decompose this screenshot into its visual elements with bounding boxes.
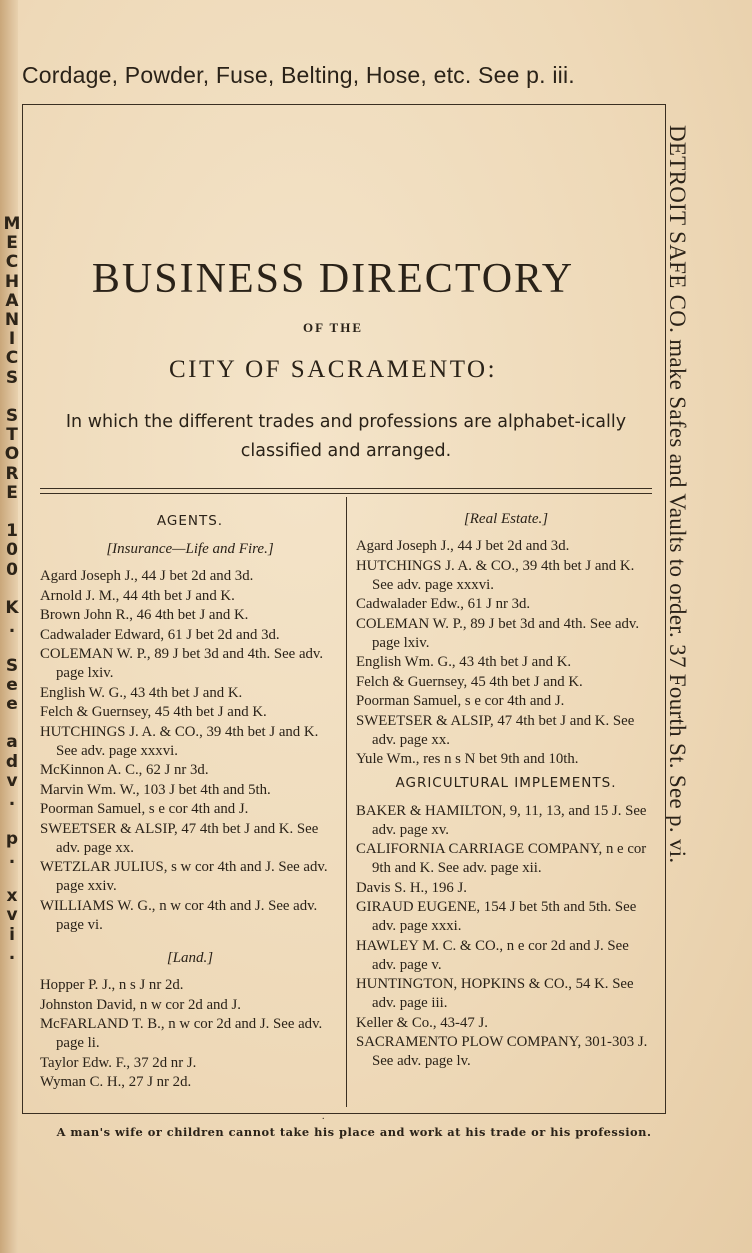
vertical-letter: . bbox=[8, 617, 16, 638]
directory-entry: Agard Joseph J., 44 J bet 2d and 3d. bbox=[356, 538, 570, 554]
vertical-letter: i bbox=[9, 924, 15, 945]
vertical-letter: p bbox=[5, 828, 19, 849]
directory-entry: Hopper P. J., n s J nr 2d. bbox=[40, 977, 184, 993]
directory-entry: Poorman Samuel, s e cor 4th and J. bbox=[40, 801, 249, 817]
directory-entry: Poorman Samuel, s e cor 4th and J. bbox=[356, 693, 565, 709]
directory-entry: English W. G., 43 4th bet J and K. bbox=[40, 684, 243, 701]
insurance-subheading: [Insurance—Life and Fire.] bbox=[106, 541, 274, 557]
insurance-list bbox=[40, 567, 340, 935]
directory-entry: BAKER & HAMILTON, 9, 11, 13, and 15 J. See adv. page xv. bbox=[356, 802, 647, 838]
vertical-letter: 1 bbox=[6, 521, 18, 542]
agricultural-heading: AGRICULTURAL IMPLEMENTS. bbox=[395, 774, 617, 791]
right-column bbox=[356, 510, 656, 1072]
agents-heading: AGENTS. bbox=[156, 513, 224, 529]
directory-entry: SWEETSER & ALSIP, 47 4th bet J and K. See adv. page xx. bbox=[356, 712, 635, 748]
directory-entry: Taylor Edw. F., 37 2d nr J. bbox=[40, 1054, 197, 1071]
vertical-letter: . bbox=[8, 847, 16, 868]
footer-motto: A man's wife or children cannot take his place and work at his trade or his profession. bbox=[56, 1125, 652, 1139]
directory-entry: Brown John R., 46 4th bet J and K. bbox=[40, 607, 249, 623]
title-of-the: OF THE bbox=[302, 320, 364, 335]
directory-entry: English Wm. G., 43 4th bet J and K. bbox=[356, 654, 572, 670]
directory-entry: Felch & Guernsey, 45 4th bet J and K. bbox=[356, 673, 583, 690]
column-divider bbox=[346, 497, 347, 1107]
double-rule-top bbox=[40, 488, 652, 489]
directory-entry: Marvin Wm. W., 103 J bet 4th and 5th. bbox=[40, 781, 271, 798]
directory-entry: Keller & Co., 43-47 J. bbox=[356, 1014, 488, 1031]
directory-entry: Agard Joseph J., 44 J bet 2d and 3d. bbox=[40, 568, 254, 584]
vertical-letter: a bbox=[6, 732, 18, 753]
directory-entry: COLEMAN W. P., 89 J bet 3d and 4th. See adv. page lxiv. bbox=[40, 646, 324, 681]
vertical-letter: 0 bbox=[6, 559, 18, 580]
vertical-letter: E bbox=[6, 233, 18, 254]
directory-entry: McKinnon A. C., 62 J nr 3d. bbox=[40, 762, 209, 778]
vertical-letter: N bbox=[4, 310, 20, 331]
vertical-letter: e bbox=[6, 694, 18, 715]
vertical-letter: S bbox=[5, 406, 19, 427]
directory-entry: HUNTINGTON, HOPKINS & CO., 54 K. See adv. page iii. bbox=[356, 976, 634, 1011]
directory-entry: HUTCHINGS J. A. & CO., 39 4th bet J and K. See adv. page xxxvi. bbox=[40, 723, 319, 759]
vertical-letter bbox=[0, 714, 24, 733]
right-vertical-advert: DETROIT SAFE CO. make Safes and Vaults to order. 37 Fourth St. See p. vi. bbox=[665, 125, 690, 864]
directory-entry: WILLIAMS W. G., n w cor 4th and J. See adv. page vi. bbox=[40, 897, 318, 933]
directory-entry: McFARLAND T. B., n w cor 2d and J. See adv. page li. bbox=[40, 1016, 323, 1051]
vertical-letter bbox=[0, 580, 24, 599]
vertical-letter: T bbox=[6, 425, 18, 446]
directory-description: In which the different trades and professions are alphabet-ically classified and arranged. bbox=[65, 412, 627, 461]
vertical-letter: S bbox=[5, 655, 19, 676]
vertical-letter: H bbox=[4, 271, 20, 292]
directory-entry: CALIFORNIA CARRIAGE COMPANY, n e cor 9th and K. See adv. page xii. bbox=[356, 841, 647, 876]
vertical-letter: d bbox=[5, 751, 19, 772]
vertical-letter: E bbox=[6, 482, 18, 503]
printer-mark: . bbox=[322, 1111, 325, 1122]
vertical-letter bbox=[0, 503, 24, 522]
vertical-letter: K bbox=[5, 598, 19, 619]
vertical-letter bbox=[0, 637, 24, 656]
directory-entry: Wyman C. H., 27 J nr 2d. bbox=[40, 1074, 192, 1090]
vertical-letter: R bbox=[5, 463, 19, 484]
directory-entry: Cadwalader Edw., 61 J nr 3d. bbox=[356, 596, 531, 612]
left-vertical-advert bbox=[0, 215, 24, 964]
vertical-letter: C bbox=[5, 348, 19, 369]
top-advert-banner: Cordage, Powder, Fuse, Belting, Hose, etc. See p. iii. bbox=[22, 62, 575, 88]
vertical-letter: C bbox=[5, 252, 19, 273]
real-estate-subheading: [Real Estate.] bbox=[463, 511, 549, 527]
vertical-letter: . bbox=[8, 790, 16, 811]
vertical-letter: x bbox=[6, 886, 18, 907]
real-estate-list bbox=[356, 537, 656, 769]
vertical-letter bbox=[0, 388, 24, 407]
vertical-letter: v bbox=[6, 770, 18, 791]
vertical-letter: . bbox=[8, 943, 16, 964]
land-subheading: [Land.] bbox=[166, 950, 214, 966]
directory-entry: WETZLAR JULIUS, s w cor 4th and J. See adv. page xxiv. bbox=[40, 859, 328, 894]
vertical-letter: A bbox=[5, 290, 19, 311]
directory-entry: Felch & Guernsey, 45 4th bet J and K. bbox=[40, 704, 267, 720]
directory-entry: Arnold J. M., 44 4th bet J and K. bbox=[40, 587, 235, 604]
directory-entry: Yule Wm., res n s N bet 9th and 10th. bbox=[356, 751, 579, 767]
directory-entry: COLEMAN W. P., 89 J bet 3d and 4th. See adv. page lxiv. bbox=[356, 615, 640, 651]
directory-title: BUSINESS DIRECTORY bbox=[91, 256, 575, 302]
vertical-letter: 0 bbox=[6, 540, 18, 561]
directory-entry: Johnston David, n w cor 2d and J. bbox=[40, 996, 241, 1013]
directory-entry: Davis S. H., 196 J. bbox=[356, 879, 467, 896]
directory-entry: Cadwalader Edward, 61 J bet 2d and 3d. bbox=[40, 626, 280, 643]
directory-entry: HAWLEY M. C. & CO., n e cor 2d and J. See adv. page v. bbox=[356, 937, 629, 973]
directory-entry: GIRAUD EUGENE, 154 J bet 5th and 5th. See adv. page xxxi. bbox=[356, 899, 637, 934]
vertical-letter: e bbox=[6, 674, 18, 695]
agricultural-list bbox=[356, 802, 656, 1072]
vertical-letter: M bbox=[3, 214, 21, 234]
vertical-letter bbox=[0, 868, 24, 887]
directory-entry: SWEETSER & ALSIP, 47 4th bet J and K. See adv. page xx. bbox=[40, 820, 319, 856]
double-rule-bottom bbox=[40, 493, 652, 494]
vertical-letter bbox=[0, 810, 24, 829]
vertical-letter: v bbox=[6, 905, 18, 926]
left-column bbox=[40, 512, 340, 1093]
directory-entry: SACRAMENTO PLOW COMPANY, 301-303 J. See adv. page lv. bbox=[356, 1034, 648, 1069]
land-list bbox=[40, 976, 340, 1092]
vertical-letter: O bbox=[4, 444, 20, 465]
city-title: CITY OF SACRAMENTO: bbox=[168, 356, 498, 383]
directory-entry: HUTCHINGS J. A. & CO., 39 4th bet J and K. See adv. page xxxvi. bbox=[356, 557, 635, 593]
vertical-letter: I bbox=[8, 329, 16, 350]
vertical-letter: S bbox=[5, 367, 19, 388]
